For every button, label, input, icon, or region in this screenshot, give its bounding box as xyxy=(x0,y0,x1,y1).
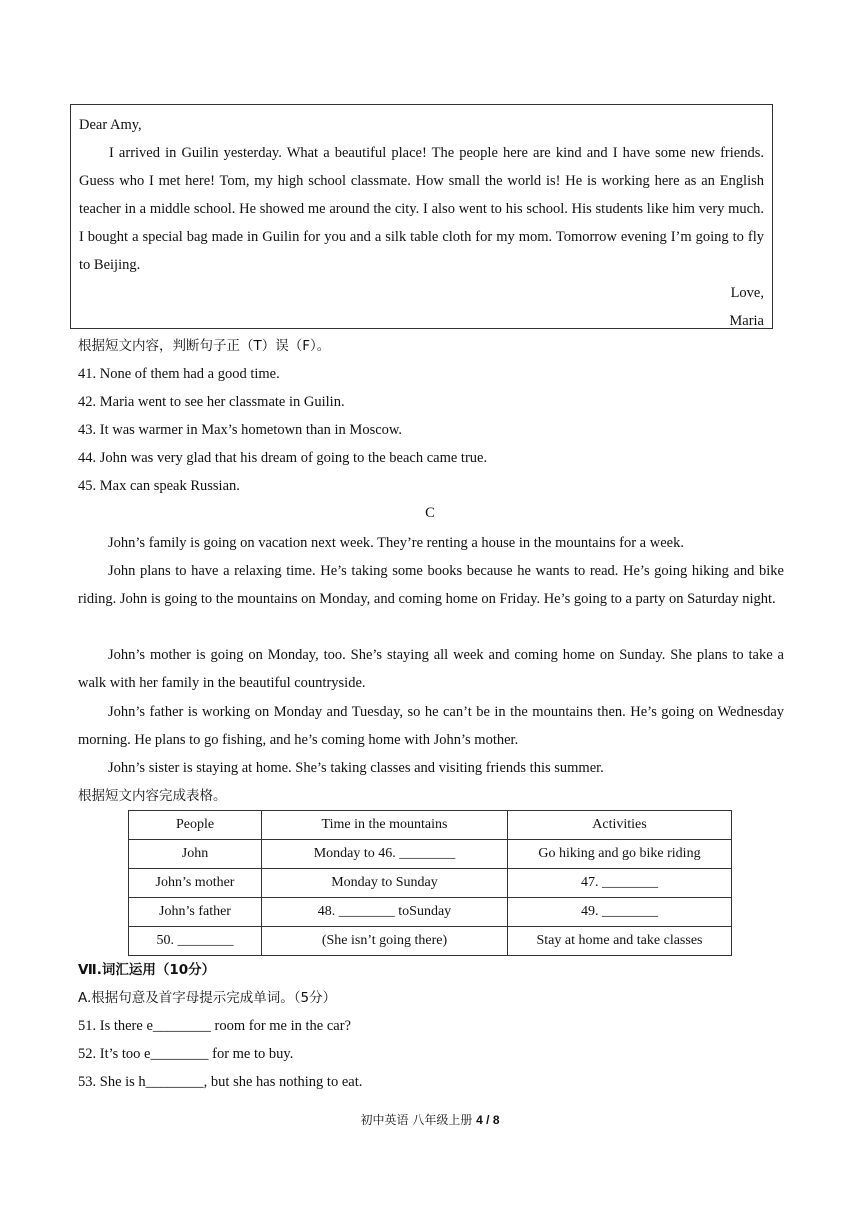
table-cell: John’s father xyxy=(129,898,262,927)
page-number: 4 / 8 xyxy=(476,1113,500,1127)
table-header: People xyxy=(129,811,262,840)
table-header: Activities xyxy=(508,811,732,840)
letter-greeting: Dear Amy, xyxy=(79,117,142,133)
question-45: 45. Max can speak Russian. xyxy=(78,478,240,494)
table-row xyxy=(129,898,732,927)
tf-instruction: 根据短文内容，判断句子正（T）误（F）。 xyxy=(78,338,331,354)
table-row xyxy=(129,840,732,869)
passage-paragraph: John plans to have a relaxing time. He’s taking some books because he wants to read. He’s going hiking and bike riding. John is going to the mountains on Monday, and coming home on Friday. He’s going to a party on Saturday night. xyxy=(78,563,784,607)
table-cell: Monday to Sunday xyxy=(262,869,508,898)
question-51: 51. Is there e________ room for me in the car? xyxy=(78,1018,351,1034)
passage-paragraph: John’s family is going on vacation next week. They’re renting a house in the mountains for a week. xyxy=(108,535,684,551)
footer-text: 初中英语 八年级上册 xyxy=(360,1113,477,1127)
table-cell: Stay at home and take classes xyxy=(508,927,732,956)
table-row xyxy=(129,869,732,898)
section-c-heading: C xyxy=(425,505,435,521)
question-41: 41. None of them had a good time. xyxy=(78,366,280,382)
table-header: Time in the mountains xyxy=(262,811,508,840)
letter-closing: Love, xyxy=(730,285,764,301)
passage-paragraph: John’s sister is staying at home. She’s taking classes and visiting friends this summer. xyxy=(108,760,604,776)
passage-paragraph: John’s father is working on Monday and Tuesday, so he can’t be in the mountains then. He’s going on Wednesday morning. He plans to go fishing, and he’s coming home with John’s mother. xyxy=(78,704,784,748)
table-cell: 49. ________ xyxy=(508,898,732,927)
activities-table xyxy=(128,810,732,956)
table-cell: Monday to 46. ________ xyxy=(262,840,508,869)
page-footer xyxy=(0,1111,860,1128)
section-vii-title: Ⅶ.词汇运用（10分） xyxy=(78,962,216,978)
table-row xyxy=(129,927,732,956)
table-cell: John’s mother xyxy=(129,869,262,898)
table-instruction: 根据短文内容完成表格。 xyxy=(78,788,227,804)
passage-paragraph: John’s mother is going on Monday, too. She’s staying all week and coming home on Sunday. She plans to take a walk with her family in the beautiful countryside. xyxy=(78,647,784,691)
question-53: 53. She is h________, but she has nothing to eat. xyxy=(78,1074,363,1090)
letter-box xyxy=(70,104,773,329)
section-vii-sub-a: A.根据句意及首字母提示完成单词。（5分） xyxy=(78,990,337,1006)
table-cell: (She isn’t going there) xyxy=(262,927,508,956)
question-44: 44. John was very glad that his dream of going to the beach came true. xyxy=(78,450,488,466)
question-43: 43. It was warmer in Max’s hometown than in Moscow. xyxy=(78,422,403,438)
question-42: 42. Maria went to see her classmate in Guilin. xyxy=(78,394,345,410)
letter-body: I arrived in Guilin yesterday. What a beautiful place! The people here are kind and I have some new friends. Guess who I met here! Tom, my high school classmate. How small the world is! He is working here as an English teacher in a middle school. He showed me around the city. I also went to his school. His students like him very much. I bought a special bag made in Guilin for you and a silk table cloth for my mom. Tomorrow evening I’m going to fly to Beijing. xyxy=(79,145,764,273)
table-cell: 47. ________ xyxy=(508,869,732,898)
table-cell: 48. ________ toSunday xyxy=(262,898,508,927)
table-cell: Go hiking and go bike riding xyxy=(508,840,732,869)
question-52: 52. It’s too e________ for me to buy. xyxy=(78,1046,294,1062)
table-cell: John xyxy=(129,840,262,869)
table-header-row xyxy=(129,811,732,840)
letter-signature: Maria xyxy=(729,313,764,329)
table-cell: 50. ________ xyxy=(129,927,262,956)
